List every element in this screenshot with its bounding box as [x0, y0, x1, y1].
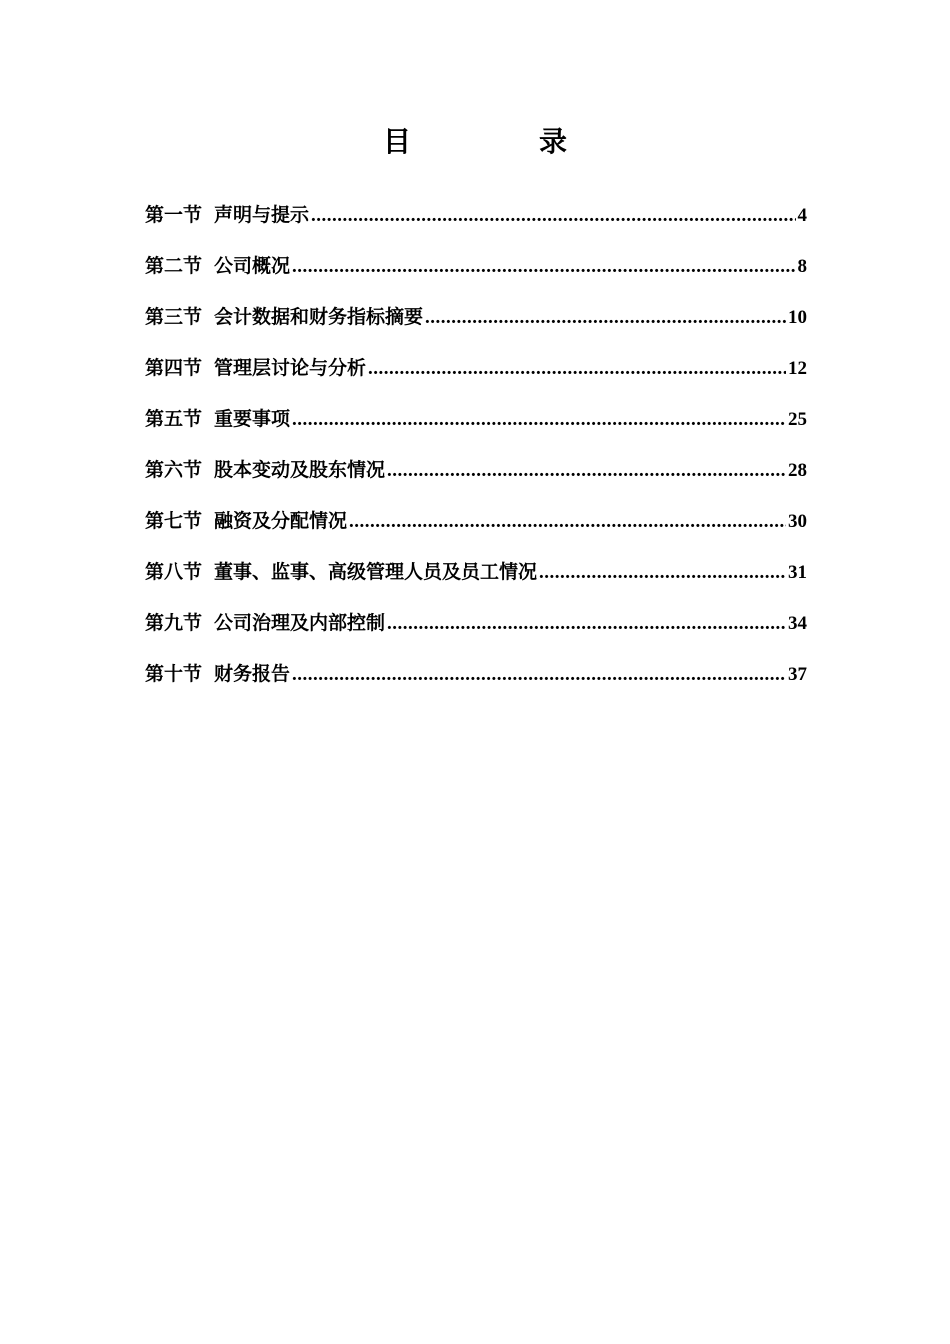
toc-dot-leader	[425, 307, 786, 329]
toc-section-name: 股本变动及股东情况	[214, 459, 386, 481]
toc-dot-leader	[387, 613, 786, 635]
toc-section-number: 第九节	[145, 612, 203, 634]
toc-section-name: 公司治理及内部控制	[214, 612, 386, 634]
toc-entry[interactable]	[145, 200, 807, 251]
toc-section-name: 财务报告	[214, 663, 291, 685]
toc-section-number: 第二节	[145, 255, 203, 277]
toc-section-number: 第十节	[145, 663, 203, 685]
toc-page-number: 12	[788, 358, 807, 379]
toc-entry[interactable]	[145, 659, 807, 710]
toc-dot-leader	[368, 358, 786, 380]
toc-dot-leader	[292, 256, 795, 278]
toc-dot-leader	[311, 205, 795, 227]
toc-section-name: 公司概况	[214, 255, 291, 277]
toc-dot-leader	[349, 511, 786, 533]
toc-section-name: 董事、监事、高级管理人员及员工情况	[214, 561, 538, 583]
toc-page-number: 28	[788, 460, 807, 481]
toc-section-number: 第三节	[145, 306, 203, 328]
toc-section-name: 声明与提示	[214, 204, 310, 226]
toc-entry[interactable]	[145, 404, 807, 455]
toc-title: 目 录	[382, 125, 617, 158]
toc-entry[interactable]	[145, 353, 807, 404]
toc-section-number: 第一节	[145, 204, 203, 226]
toc-page-number: 34	[788, 613, 807, 634]
toc-section-name: 会计数据和财务指标摘要	[214, 306, 424, 328]
toc-page-number: 37	[788, 664, 807, 685]
toc-entry[interactable]	[145, 506, 807, 557]
toc-section-name: 融资及分配情况	[214, 510, 348, 532]
toc-entry[interactable]	[145, 557, 807, 608]
toc-section-number: 第六节	[145, 459, 203, 481]
toc-page-number: 8	[797, 256, 807, 277]
toc-entry[interactable]	[145, 302, 807, 353]
toc-entry[interactable]	[145, 455, 807, 506]
toc-entry[interactable]	[145, 608, 807, 659]
toc-section-number: 第四节	[145, 357, 203, 379]
toc-page-number: 4	[797, 205, 807, 226]
toc-dot-leader	[292, 409, 786, 431]
toc-section-name: 重要事项	[214, 408, 291, 430]
toc-page-number: 10	[788, 307, 807, 328]
toc-section-name: 管理层讨论与分析	[214, 357, 367, 379]
toc-section-number: 第七节	[145, 510, 203, 532]
toc-section-number: 第八节	[145, 561, 203, 583]
toc-section-number: 第五节	[145, 408, 203, 430]
toc-page-number: 25	[788, 409, 807, 430]
toc-list	[145, 200, 807, 710]
toc-page-number: 30	[788, 511, 807, 532]
toc-page-number: 31	[788, 562, 807, 583]
toc-dot-leader	[387, 460, 786, 482]
toc-dot-leader	[539, 562, 786, 584]
toc-entry[interactable]	[145, 251, 807, 302]
toc-dot-leader	[292, 664, 786, 686]
